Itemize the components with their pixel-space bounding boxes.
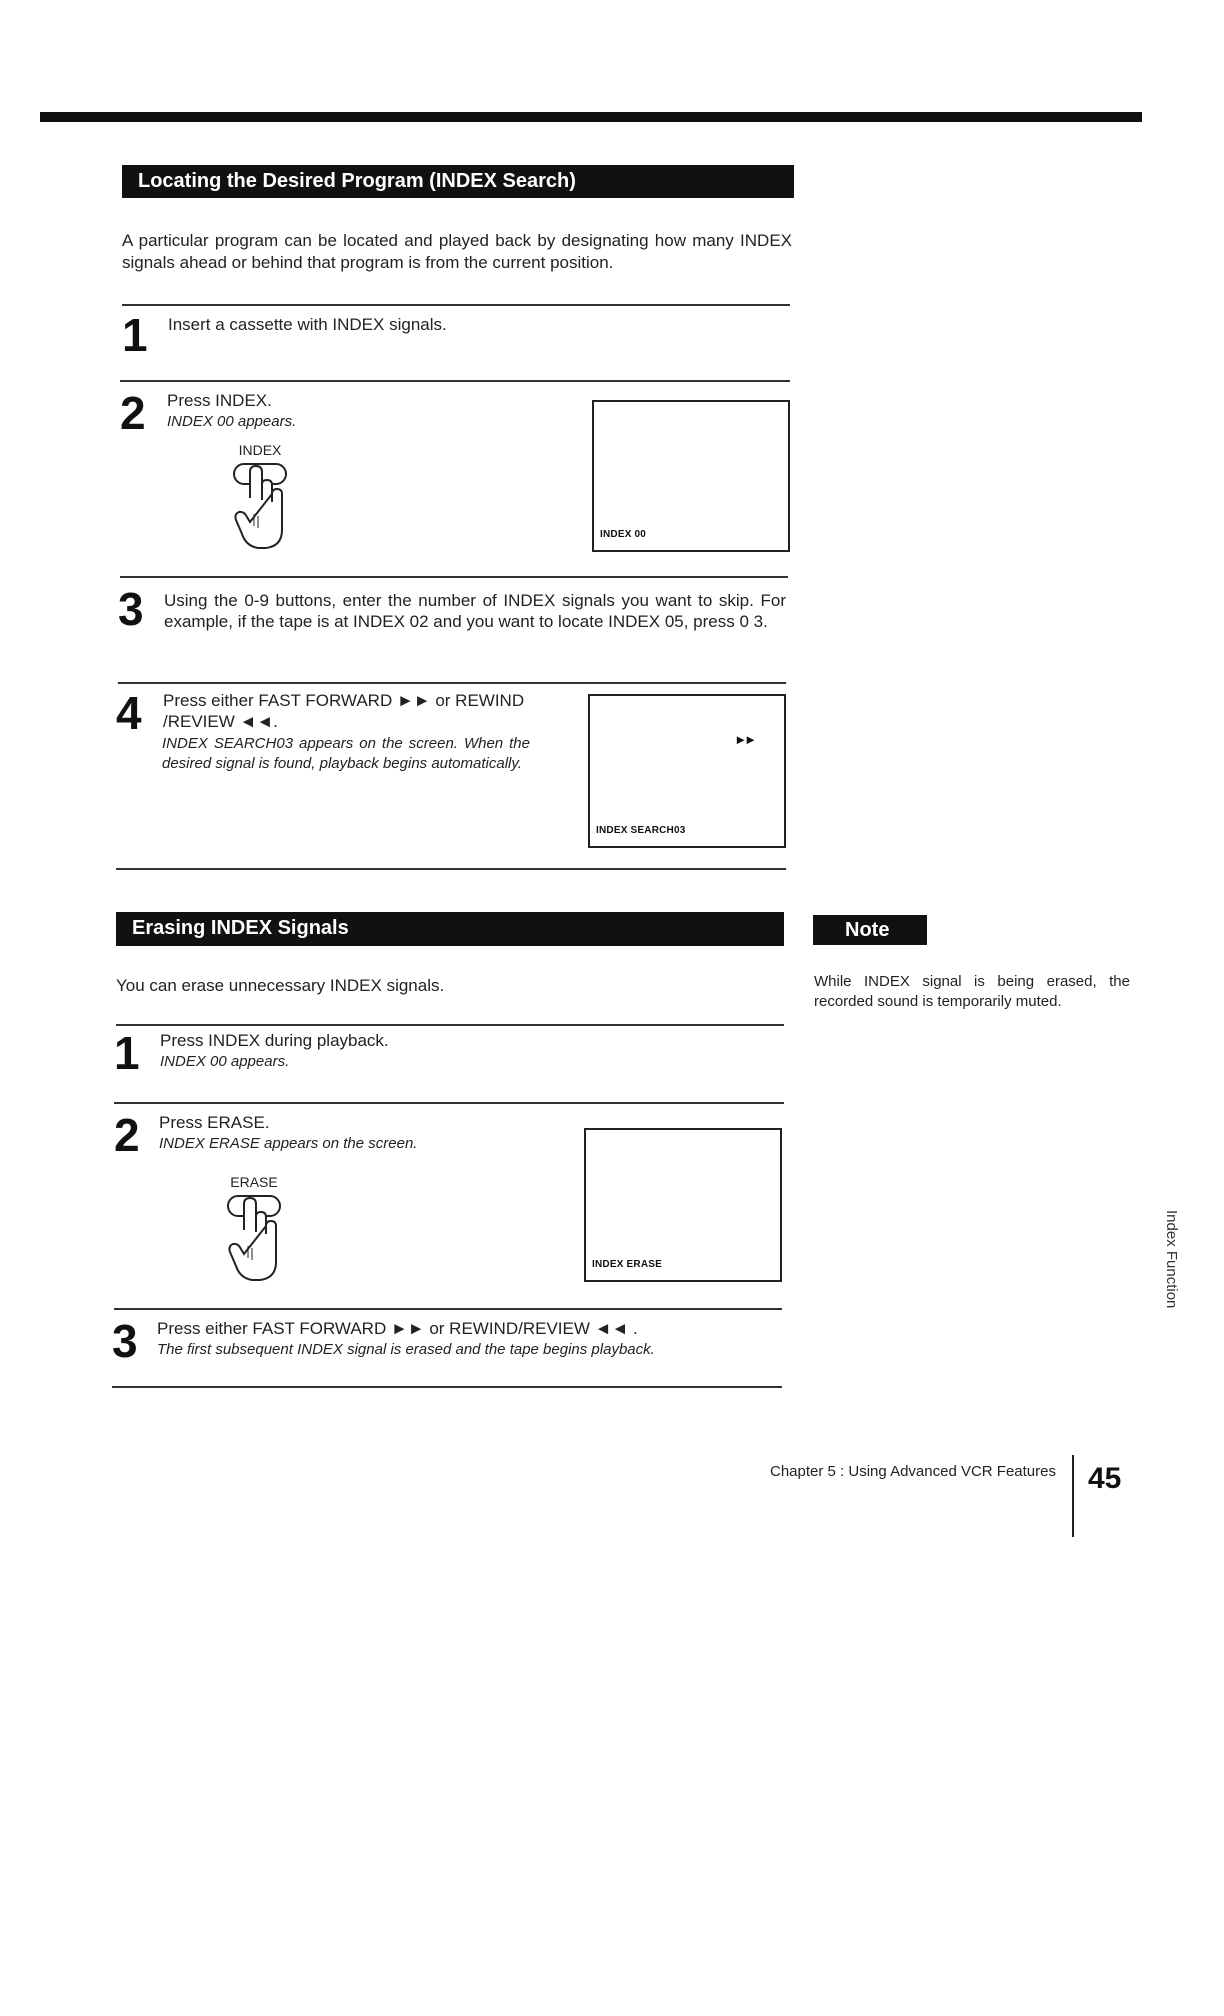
top-rule [40, 112, 1142, 122]
page-number: 45 [1088, 1462, 1122, 1495]
side-tab-label: Index Function [1163, 1210, 1180, 1309]
step-number: 4 [116, 687, 142, 739]
divider [116, 1024, 784, 1026]
step-text: Press either FAST FORWARD ►► or REWIND /REVIEW ◄◄. [163, 691, 525, 731]
screen-display [584, 1128, 782, 1282]
step-italic-text: The first subsequent INDEX signal is erased and the tape begins playback. [157, 1341, 655, 1358]
divider [118, 682, 786, 684]
screen-osd-text: INDEX ERASE [592, 1259, 662, 1270]
step-italic-text: INDEX SEARCH03 appears on the screen. When the desired signal is found, playback begins automatically. [162, 735, 530, 772]
step-number: 2 [114, 1109, 140, 1161]
divider [120, 380, 790, 382]
step-text: Press ERASE. [159, 1113, 270, 1132]
finger-press-icon [222, 1192, 286, 1284]
section1-intro: A particular program can be located and played back by designating how many INDEX signals ahead or behind that program is from the current position. [122, 231, 792, 272]
section-title-index-search: Locating the Desired Program (INDEX Search) [122, 165, 794, 198]
screen-osd-text: INDEX SEARCH03 [596, 825, 686, 836]
step-text: Press INDEX during playback. [160, 1031, 389, 1050]
step-number: 2 [120, 387, 146, 439]
screen-display [588, 694, 786, 848]
screen-osd-text: INDEX 00 [600, 529, 647, 540]
note-header: Note [813, 915, 927, 945]
divider [114, 1102, 784, 1104]
step-italic-text: INDEX ERASE appears on the screen. [159, 1135, 418, 1152]
step-italic-text: INDEX 00 appears. [167, 413, 297, 430]
step-number: 1 [122, 309, 148, 361]
footer-divider [1072, 1455, 1074, 1537]
fast-forward-icon: ►► [734, 732, 754, 747]
step-text: Press either FAST FORWARD ►► or REWIND/REVIEW ◄◄ . [157, 1319, 638, 1338]
step-text: Press INDEX. [167, 391, 272, 410]
step-number: 3 [112, 1315, 138, 1367]
step-text: Using the 0-9 buttons, enter the number of INDEX signals you want to skip. For example, if the tape is at INDEX 02 and you want to locate INDEX 05, press 0 3. [164, 591, 786, 631]
step-number: 1 [114, 1027, 140, 1079]
divider [112, 1386, 782, 1388]
footer-chapter: Chapter 5 : Using Advanced VCR Features [770, 1463, 1056, 1480]
finger-press-icon [228, 460, 292, 552]
section-title-erasing-index: Erasing INDEX Signals [116, 912, 784, 946]
note-text: While INDEX signal is being erased, the recorded sound is temporarily muted. [814, 973, 1130, 1010]
step-italic-text: INDEX 00 appears. [160, 1053, 290, 1070]
step-number: 3 [118, 583, 144, 635]
button-label: INDEX [238, 442, 282, 458]
section2-intro: You can erase unnecessary INDEX signals. [116, 976, 445, 995]
button-label: ERASE [230, 1174, 278, 1190]
divider [116, 868, 786, 870]
screen-display [592, 400, 790, 552]
divider [122, 304, 790, 306]
step-text: Insert a cassette with INDEX signals. [168, 315, 447, 334]
divider [120, 576, 788, 578]
divider [114, 1308, 782, 1310]
